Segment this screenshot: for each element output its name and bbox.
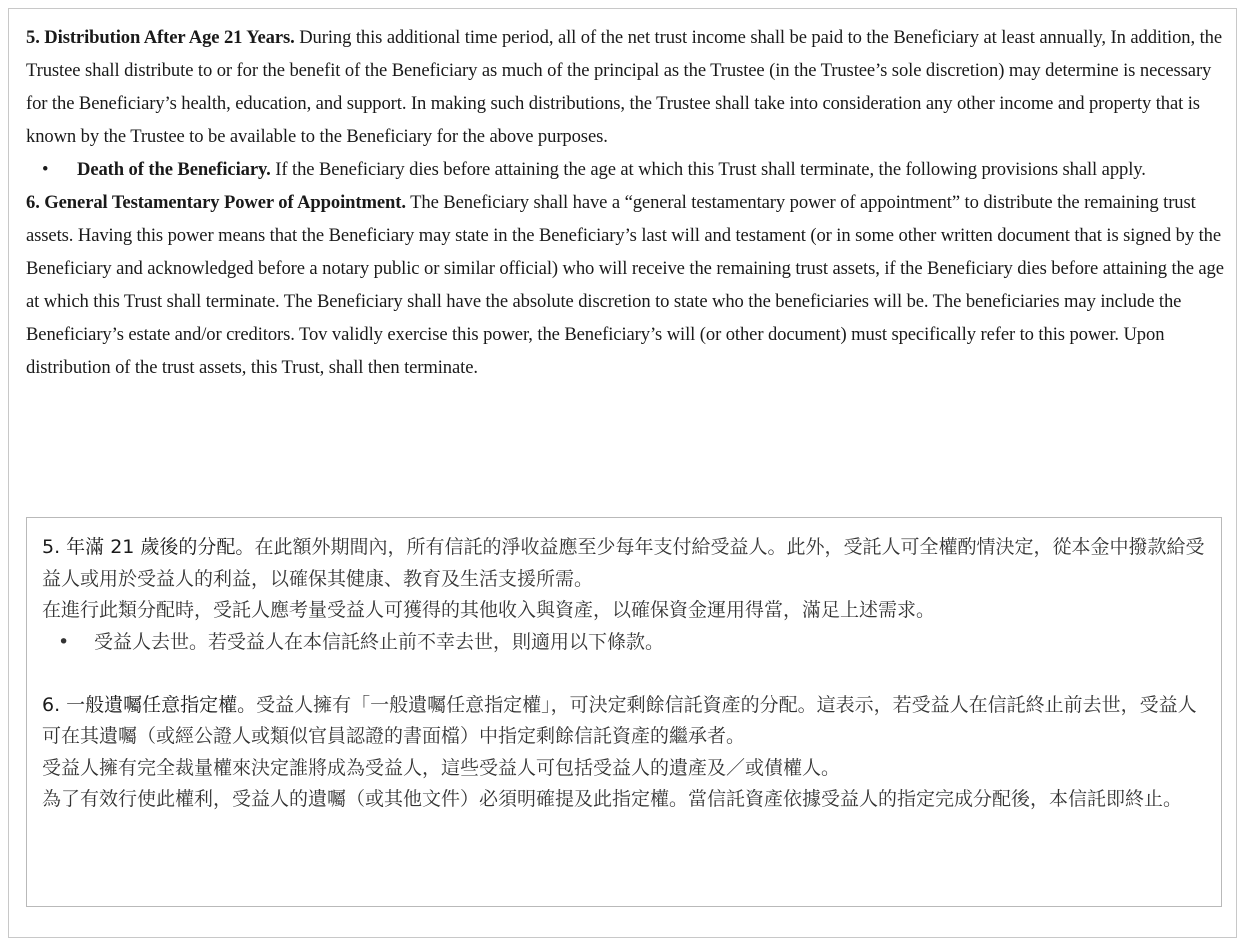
death-bullet-item — [26, 153, 1226, 186]
zh-clause-6-body: 受益人擁有「一般遺囑任意指定權」，可決定剩餘信託資產的分配。這表示，若受益人在信託終止前去世，受益人可在其遺囑（或經公證人或類似官員認證的書面檔）中指定剩餘信託資產的繼承者。 — [42, 693, 1197, 747]
death-bullet-heading: Death of the Beneficiary. — [77, 159, 271, 180]
clause-5-paragraph — [26, 21, 1226, 153]
clause-6-heading: 6. General Testamentary Power of Appointment. — [26, 192, 406, 213]
chinese-clauses — [42, 532, 1207, 816]
clause-6-body: The Beneficiary shall have a “general testamentary power of appointment” to distribute the remaining trust assets. Having this power means that the Beneficiary may state in the Beneficiary’s last will and testament (or in some other written document that is signed by the Beneficiary and acknowledged before a notary public or similar official) who will receive the remaining trust assets, if the Beneficiary dies before attaining the age at which this Trust shall terminate. The Beneficiary shall have the absolute discretion to state who the beneficiaries will be. The beneficiaries may include the Beneficiary’s estate and/or creditors. Tov validly exercise this power, the Beneficiary’s will (or other document) must specifically refer to this power. Upon distribution of the trust assets, this Trust, shall then terminate. — [26, 192, 1224, 378]
zh-bullet-marker: • — [58, 630, 70, 653]
zh-clause-5-paragraph-2: 在進行此類分配時，受託人應考量受益人可獲得的其他收入與資產，以確保資金運用得當，滿足上述需求。 — [42, 599, 936, 621]
chinese-translation-box — [26, 517, 1222, 907]
zh-clause-6-heading: 6. 一般遺囑任意指定權。 — [42, 693, 257, 716]
clause-5-body: During this additional time period, all of the net trust income shall be paid to the Beneficiary at least annually, In addition, the Trustee shall distribute to or for the benefit of the Beneficiary as much of the principal as the Trustee (in the Trustee’s sole discretion) may determine is necessary for the Beneficiary’s health, education, and support. In making such distributions, the Trustee shall take into consideration any other income and property that is known by the Trustee to be available to the Beneficiary for the above purposes. — [26, 27, 1223, 147]
death-bullet-body: If the Beneficiary dies before attaining the age at which this Trust shall terminate, the following provisions shall apply. — [270, 159, 1146, 180]
clause-6-paragraph — [26, 186, 1226, 384]
bullet-marker: • — [42, 159, 49, 180]
english-clauses — [26, 21, 1226, 384]
zh-death-bullet-item — [42, 627, 1207, 659]
zh-clause-6-paragraph — [42, 690, 1207, 753]
clause-5-heading: 5. Distribution After Age 21 Years. — [26, 27, 295, 48]
zh-clause-6-paragraph-2: 受益人擁有完全裁量權來決定誰將成為受益人，這些受益人可包括受益人的遺產及／或債權人。 — [42, 756, 841, 779]
zh-clause-5-body: 在此額外期間內，所有信託的淨收益應至少每年支付給受益人。此外，受託人可全權酌情決定，從本金中撥款給受益人或用於受益人的利益，以確保其健康、教育及生活支援所需。 — [42, 536, 1205, 590]
paragraph-spacer — [42, 658, 1207, 690]
zh-clause-5-heading: 5. 年滿 21 歲後的分配。 — [42, 536, 255, 558]
zh-clause-5-paragraph — [42, 532, 1207, 595]
zh-death-bullet-text: 受益人去世。若受益人在本信託終止前不幸去世，則適用以下條款。 — [94, 630, 665, 653]
document-page — [8, 8, 1237, 938]
zh-clause-6-paragraph-3: 為了有效行使此權利，受益人的遺囑（或其他文件）必須明確提及此指定權。當信託資產依據受益人的指定完成分配後，本信託即終止。 — [42, 788, 1183, 810]
